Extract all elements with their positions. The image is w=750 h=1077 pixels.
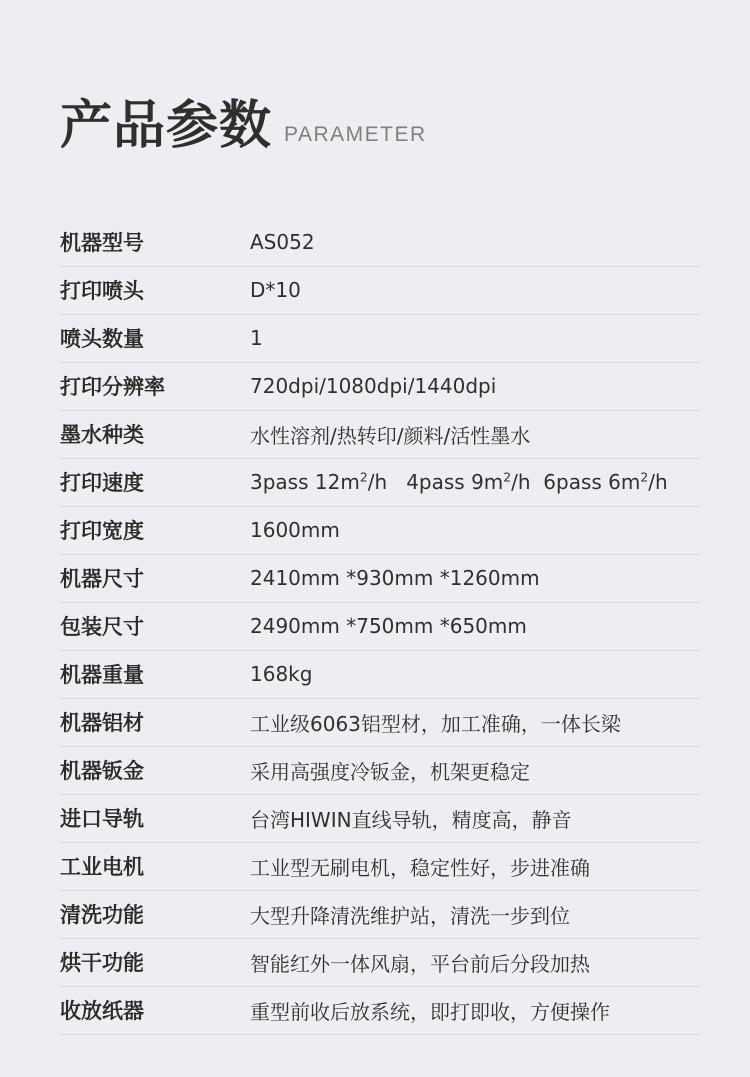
spec-value: 重型前收后放系统，即打即收，方便操作: [250, 986, 700, 1034]
table-row: [60, 794, 700, 842]
specification-table-body: [60, 218, 700, 1034]
table-row: [60, 554, 700, 602]
table-row: [60, 506, 700, 554]
spec-label: 打印速度: [60, 458, 250, 506]
print-speed-text: 3pass $12m^2/h$ 4pass $9m^2/h$ 6pass $6m^2/h$: [250, 469, 668, 494]
spec-value: 台湾HIWIN直线导轨，精度高，静音: [250, 794, 700, 842]
spec-value: 2410mm *930mm *1260mm: [250, 554, 700, 602]
spec-label: 收放纸器: [60, 986, 250, 1034]
spec-label: 机器重量: [60, 650, 250, 698]
table-row: [60, 314, 700, 362]
page-title: 产品参数: [60, 96, 273, 156]
spec-label: 喷头数量: [60, 314, 250, 362]
spec-value: D*10: [250, 266, 700, 314]
spec-value: 720dpi/1080dpi/1440dpi: [250, 362, 700, 410]
page-header: [60, 96, 427, 156]
table-row: [60, 650, 700, 698]
table-row: [60, 362, 700, 410]
page-subtitle: PARAMETER: [284, 123, 427, 146]
spec-label: 机器尺寸: [60, 554, 250, 602]
spec-value: 智能红外一体风扇，平台前后分段加热: [250, 938, 700, 986]
table-row: [60, 458, 700, 506]
table-row: [60, 746, 700, 794]
spec-label: 打印喷头: [60, 266, 250, 314]
table-row: [60, 218, 700, 266]
table-row: [60, 938, 700, 986]
spec-label: 墨水种类: [60, 410, 250, 458]
table-row: [60, 602, 700, 650]
spec-label: 工业电机: [60, 842, 250, 890]
spec-label: 烘干功能: [60, 938, 250, 986]
spec-value: 工业型无刷电机，稳定性好，步进准确: [250, 842, 700, 890]
table-row: [60, 986, 700, 1034]
spec-label: 清洗功能: [60, 890, 250, 938]
spec-label: 打印宽度: [60, 506, 250, 554]
spec-value: 1600mm: [250, 506, 700, 554]
spec-value: 工业级6063铝型材，加工准确，一体长梁: [250, 698, 700, 746]
table-row: [60, 698, 700, 746]
spec-label: 机器铝材: [60, 698, 250, 746]
table-row: [60, 890, 700, 938]
spec-value: 168kg: [250, 650, 700, 698]
table-row: [60, 842, 700, 890]
spec-value: 采用高强度冷钣金，机架更稳定: [250, 746, 700, 794]
spec-value: 大型升降清洗维护站，清洗一步到位: [250, 890, 700, 938]
spec-label: 包装尺寸: [60, 602, 250, 650]
table-row: [60, 410, 700, 458]
spec-value: AS052: [250, 218, 700, 266]
spec-value: 1: [250, 314, 700, 362]
spec-value: [250, 458, 700, 506]
specification-table: [60, 218, 700, 1035]
spec-label: 机器钣金: [60, 746, 250, 794]
spec-label: 进口导轨: [60, 794, 250, 842]
spec-value: 水性溶剂/热转印/颜料/活性墨水: [250, 410, 700, 458]
spec-value: 2490mm *750mm *650mm: [250, 602, 700, 650]
table-row: [60, 266, 700, 314]
spec-label: 打印分辨率: [60, 362, 250, 410]
spec-label: 机器型号: [60, 218, 250, 266]
